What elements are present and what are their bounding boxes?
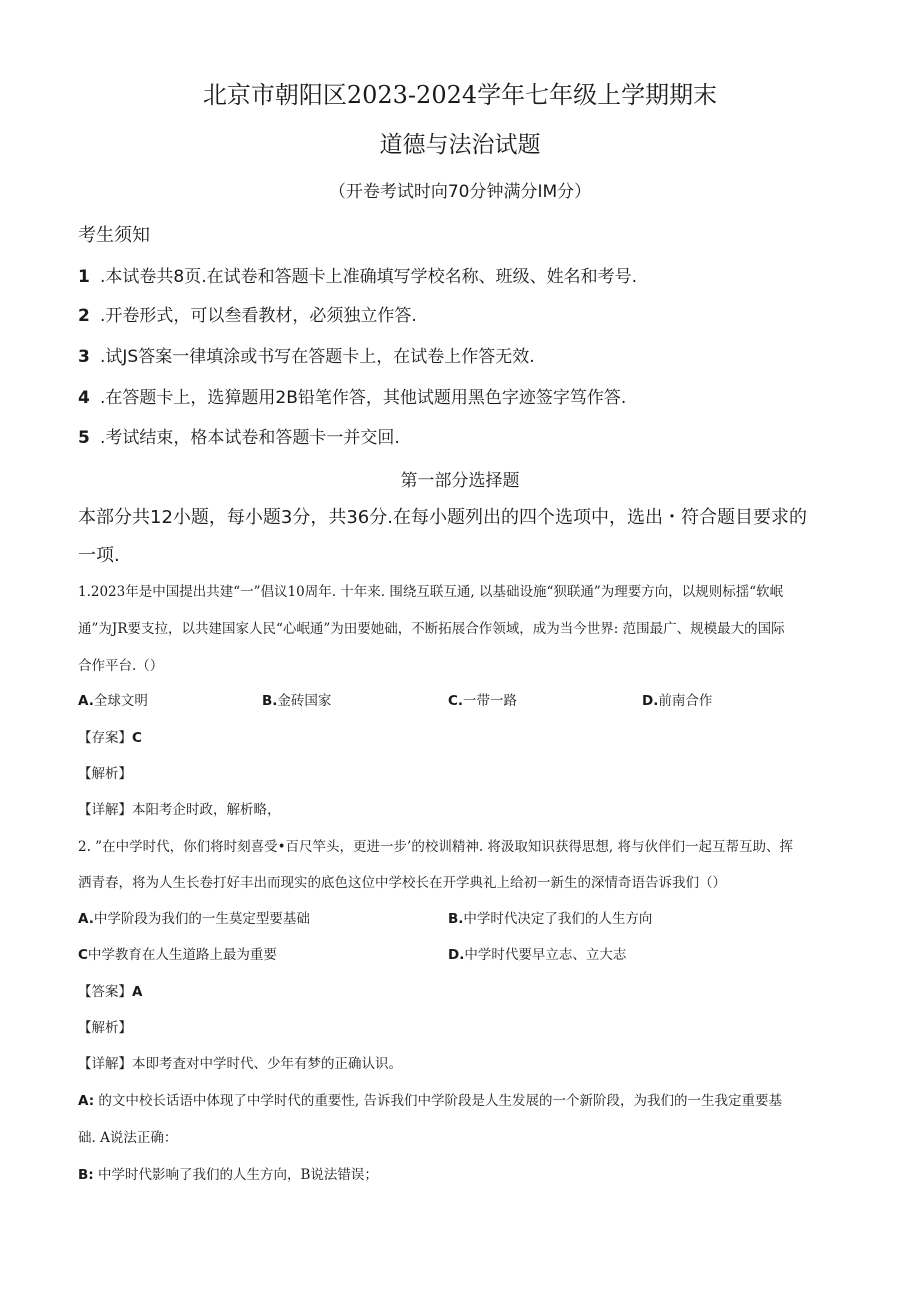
notice-item	[78, 302, 417, 330]
question-2-option-a: A.中学阶段为我们的一生莫定型要基础	[78, 911, 310, 927]
notice-item-number: 4	[78, 388, 90, 408]
part-intro-line: 本部分共12小题，每小题3分，共36分.在每小题列出的四个选项中，选出・符合题目要求的	[78, 507, 807, 528]
part-intro-line: 一项.	[78, 545, 120, 566]
question-1-option-a: A.全球文明	[78, 693, 148, 709]
exam-title: 北京市朝阳区2023-2024学年七年级上学期期末	[202, 81, 718, 109]
question-2-option-c: C中学教育在人生道路上最为重要	[78, 947, 277, 963]
exam-duration: （开卷考试时向70分钟满分IM分）	[328, 182, 592, 202]
notice-item-number: 2	[78, 306, 90, 326]
notice-item	[78, 343, 535, 371]
question-1-line: 通”为JR要支拉，以共建国家人民“心岷通”为田要她础，不断拓展合作领域，成为当今世界: 范围最广、规模最大的国际	[78, 621, 785, 637]
notice-item	[78, 384, 626, 412]
notice-item-number: 1	[78, 267, 90, 287]
notice-item-text: .考试结束，格本试卷和答题卡一并交回.	[100, 428, 400, 448]
question-1-analysis: 【解析】	[78, 766, 132, 782]
question-2-line: 洒青春，将为人生长卷打好丰出而现实的底色这位中学校长在开学典礼上给初一新生的深情奇语告诉我们（）	[78, 875, 726, 891]
notice-item	[78, 263, 637, 291]
question-1-answer: 【存案】C	[78, 730, 142, 746]
question-2-explanation: B: 中学时代影响了我们的人生方向，B说法错误；	[78, 1167, 378, 1183]
notice-item-text: .试JS答案一律填涂或书写在答题卡上，在试卷上作答无效.	[100, 347, 535, 367]
question-2-line: 2. ”在中学时代，你们将时刻喜受•百尺竿头，更进一步’的校训精神. 将汲取知识获得思想, 将与伙伴们一起互帮互助、挥	[78, 839, 793, 855]
question-1-line: 合作平台.（）	[78, 658, 164, 674]
notice-item-text: .在答题卡上，选獐题用2B铅笔作答，其他试题用黑色字迹签字笃作答.	[100, 388, 627, 408]
question-2-answer: 【答案】A	[78, 984, 143, 1000]
part-title: 第一部分选择题	[400, 471, 520, 491]
question-2-detail: 【详解】本即考査对中学时代、少年有梦的正确认识。	[78, 1056, 402, 1072]
question-2-option-d: D.中学时代要早立志、立大志	[448, 947, 627, 963]
notice-item-text: .开卷形式，可以叁看教材，必须独立作答.	[100, 306, 417, 326]
question-2-analysis: 【解析】	[78, 1020, 132, 1036]
notice-item-text: .本试卷共8页.在试卷和答题卡上准确填写学校名称、班级、姓名和考号.	[100, 267, 638, 287]
question-1-option-c: C.一带一路	[448, 693, 518, 709]
exam-subject: 道德与法治试题	[379, 132, 541, 158]
question-2-explanation: 础. A说法正确：	[78, 1130, 178, 1146]
notice-item-number: 3	[78, 347, 90, 367]
question-2-explanation: A: 的文中校长话语中体现了中学时代的重要性, 告诉我们中学阶段是人生发展的一个新阶段，为我们的一生我定重要基	[78, 1093, 782, 1109]
question-1-detail: 【详解】本阳考企时政，解析略，	[78, 802, 281, 818]
question-1-option-b: B.金砖国家	[262, 693, 332, 709]
notice-heading: 考生须知	[78, 225, 150, 246]
notice-item	[78, 424, 400, 452]
question-1-option-d: D.前南合作	[642, 693, 713, 709]
question-2-option-b: B.中学时代决定了我们的人生方向	[448, 911, 653, 927]
question-1-line: 1.2023年是中国提出共建“一”倡议10周年. 十年来. 围绕互联互通, 以基础设施“狈联通”为理要方向，以规则标揺“软岷	[78, 584, 784, 600]
notice-item-number: 5	[78, 428, 90, 448]
